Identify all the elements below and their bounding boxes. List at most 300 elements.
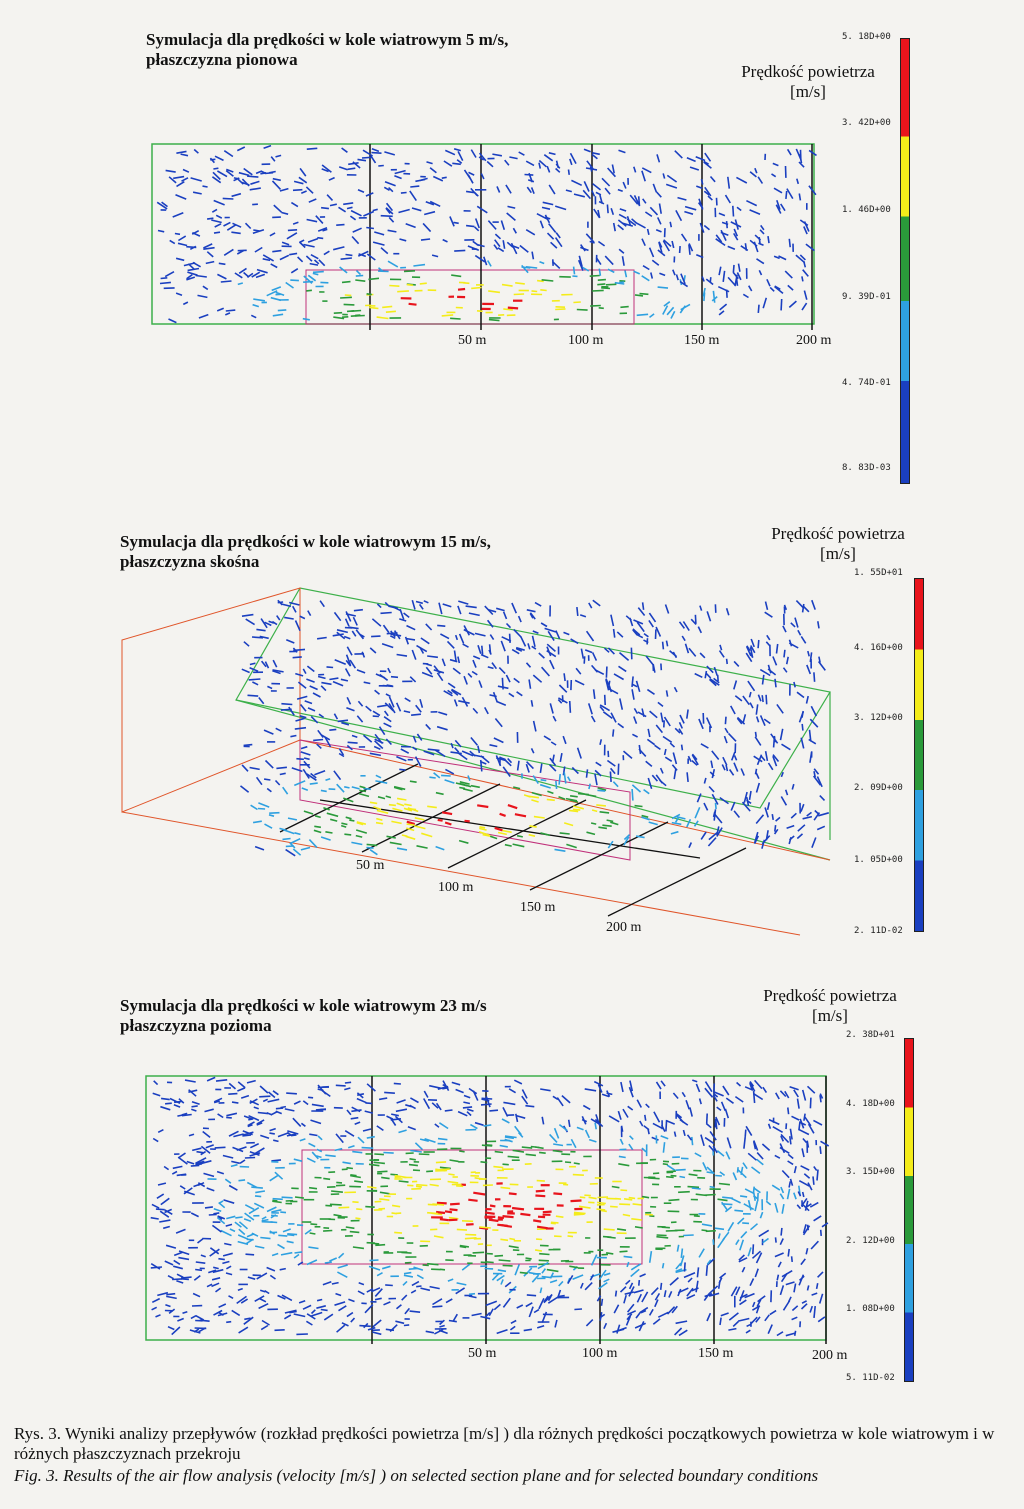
- panel-2-vector: [508, 805, 517, 808]
- panel-3-vector: [503, 1298, 510, 1307]
- panel-2-vector: [267, 789, 271, 792]
- panel-3-vector: [215, 1147, 226, 1148]
- panel-3-tick-0: 2. 38D+01: [846, 1030, 895, 1040]
- panel-3-vector: [769, 1124, 771, 1129]
- panel-2-vector: [587, 769, 588, 777]
- panel-3-vector: [192, 1148, 201, 1150]
- panel-3-vector: [217, 1172, 224, 1174]
- panel-2-vector: [620, 698, 623, 709]
- panel-3-vector: [648, 1129, 649, 1135]
- panel-1-vector: [193, 262, 201, 266]
- panel-3-vector: [524, 1329, 532, 1330]
- panel-3-vector: [303, 1101, 308, 1105]
- panel-1-vector: [182, 178, 189, 181]
- panel-2-vector: [764, 719, 770, 723]
- panel-3-vector: [161, 1198, 170, 1204]
- panel-1-vector: [800, 220, 808, 225]
- panel-2-vector: [471, 786, 480, 788]
- panel-2-vector: [386, 694, 391, 696]
- panel-3-vector: [813, 1120, 822, 1125]
- panel-1-vector: [802, 303, 807, 310]
- panel-1-vector: [289, 253, 297, 254]
- panel-3-vector: [312, 1310, 316, 1314]
- panel-2-vector: [539, 653, 545, 658]
- panel-1-vector: [239, 173, 249, 176]
- panel-2-vector: [695, 807, 700, 818]
- panel-2-vector: [293, 657, 302, 658]
- panel-1-vector: [556, 233, 560, 238]
- panel-2-vector: [580, 615, 586, 617]
- panel-1-vector: [203, 244, 212, 248]
- panel-1-vector: [648, 229, 649, 235]
- panel-3-vector: [520, 1214, 530, 1215]
- panel-2-vector: [610, 822, 618, 824]
- panel-2-vector: [632, 689, 634, 699]
- panel-2-vector: [386, 796, 391, 798]
- panel-3-vector: [336, 1294, 342, 1296]
- panel-3-vector: [770, 1311, 776, 1315]
- panel-3-vector: [181, 1279, 189, 1280]
- panel-1-vector: [606, 284, 617, 285]
- panel-3-vector: [738, 1319, 749, 1322]
- panel-2-vector: [769, 763, 773, 770]
- panel-2-vector: [374, 747, 380, 750]
- panel-2-vector: [242, 615, 253, 617]
- panel-2-vector: [577, 607, 578, 616]
- panel-2-vector: [357, 716, 362, 722]
- panel-1-vector: [540, 290, 546, 291]
- panel-3-vector: [737, 1083, 741, 1087]
- panel-1-vector: [789, 301, 796, 307]
- panel-1-vector: [526, 161, 534, 165]
- panel-2-vector: [258, 803, 269, 807]
- panel-3-vector: [191, 1213, 198, 1217]
- panel-2-vector: [397, 703, 401, 712]
- panel-1-vector: [477, 311, 483, 312]
- panel-3-vector: [799, 1130, 809, 1135]
- panel-3-vector: [221, 1231, 232, 1236]
- panel-3-vector: [818, 1317, 825, 1322]
- panel-3-vector: [503, 1164, 509, 1165]
- panel-3-vector: [706, 1124, 711, 1128]
- panel-2-vector: [348, 742, 358, 743]
- panel-3-vector: [482, 1098, 493, 1099]
- panel-2-vector: [720, 798, 729, 804]
- panel-2-vector: [663, 642, 664, 650]
- panel-3-vector: [811, 1241, 818, 1249]
- panel-2-vector: [443, 604, 452, 607]
- panel-3-vector: [452, 1082, 460, 1084]
- panel-1-vector: [356, 276, 363, 277]
- panel-1-vector: [755, 168, 757, 173]
- panel-3-vector: [303, 1305, 311, 1309]
- panel-1-vector: [590, 306, 601, 307]
- panel-2-vector: [817, 826, 825, 829]
- panel-3-vector: [245, 1205, 254, 1210]
- panel-3-vector: [177, 1319, 183, 1322]
- panel-3-vector: [260, 1086, 268, 1093]
- panel-1-tick-0: 5. 18D+00: [842, 32, 891, 42]
- panel-3-vector: [392, 1205, 400, 1206]
- panel-1-vector: [363, 150, 373, 156]
- panel-2-vector: [301, 747, 307, 749]
- panel-3-vector: [604, 1229, 615, 1230]
- panel-2-vector: [329, 729, 336, 730]
- panel-3-vector: [675, 1132, 676, 1137]
- panel-2-vector: [295, 674, 303, 676]
- panel-3-vector: [273, 1199, 283, 1200]
- panel-1-vector: [651, 273, 653, 279]
- panel-2-vector: [600, 739, 601, 745]
- panel-2-vector: [296, 621, 301, 631]
- panel-1-vector: [309, 199, 317, 202]
- panel-2-vector: [302, 788, 308, 790]
- panel-1-tick-1: 3. 42D+00: [842, 118, 891, 128]
- panel-3-vector: [293, 1118, 301, 1126]
- panel-1-vector: [663, 306, 668, 315]
- panel-3-vector: [580, 1197, 586, 1198]
- panel-2-vector: [303, 769, 309, 778]
- panel-2-legend-title-line1: Prędkość powietrza: [771, 524, 905, 543]
- panel-3-vector: [559, 1125, 567, 1131]
- panel-1-vector: [625, 271, 626, 278]
- panel-1-vector: [216, 215, 222, 218]
- panel-3-vector: [174, 1105, 180, 1107]
- panel-3-vector: [495, 1256, 504, 1257]
- panel-3-vector: [214, 1209, 221, 1212]
- panel-3-vector: [653, 1173, 659, 1174]
- panel-3-vector: [677, 1245, 678, 1252]
- panel-1-vector: [410, 186, 419, 187]
- panel-2-vector: [734, 811, 739, 818]
- panel-1-vector: [347, 311, 354, 312]
- panel-3-vector: [734, 1210, 743, 1211]
- panel-3-vector: [502, 1119, 509, 1123]
- panel-3-vector: [684, 1273, 695, 1278]
- panel-3-vector: [736, 1240, 739, 1245]
- panel-1-vector: [194, 150, 198, 154]
- panel-3-dist-50: 50 m: [468, 1346, 497, 1361]
- panel-2-vector: [775, 825, 776, 832]
- panel-3-vector: [237, 1147, 247, 1150]
- panel-2-vector: [472, 672, 477, 675]
- panel-3-vector: [581, 1283, 583, 1288]
- panel-2-vector: [682, 636, 685, 641]
- panel-3-vector: [286, 1093, 297, 1094]
- panel-2-vector: [344, 834, 351, 835]
- panel-2-vector: [276, 767, 287, 768]
- figure-caption-polish: Rys. 3. Wyniki analizy przepływów (rozkład prędkości powietrza [m/s] ) dla różnych prędkości początkowych powietrza w kole wiatrowym i w różnych płaszczyznach przekroju: [14, 1424, 995, 1463]
- panel-3-vector: [469, 1294, 475, 1295]
- panel-2-vector: [366, 706, 372, 711]
- panel-1-vector: [333, 247, 344, 250]
- panel-3-vector: [233, 1134, 243, 1137]
- panel-2-vector: [415, 818, 425, 820]
- panel-2-vector: [471, 738, 478, 746]
- panel-3-vector: [642, 1197, 649, 1198]
- panel-2-vector: [356, 630, 363, 639]
- panel-1-vector: [217, 274, 226, 279]
- panel-2-vector: [496, 608, 504, 610]
- panel-2-vector: [797, 834, 802, 839]
- panel-3-vector: [788, 1154, 793, 1158]
- panel-2-vector: [437, 727, 448, 730]
- panel-2-vector: [687, 819, 691, 827]
- panel-3-vector: [628, 1106, 633, 1110]
- panel-2-vector: [556, 781, 557, 789]
- panel-1-vector: [612, 165, 614, 174]
- panel-2-vector: [667, 641, 668, 647]
- panel-3-vector: [351, 1318, 355, 1322]
- panel-3-vector: [271, 1210, 281, 1212]
- panel-3-vector: [722, 1102, 726, 1111]
- panel-2-vector: [766, 751, 768, 761]
- panel-2-vector: [551, 742, 556, 745]
- panel-3-vector: [262, 1321, 270, 1326]
- panel-1-vector: [187, 272, 197, 275]
- panel-2-vector: [812, 600, 815, 609]
- panel-1-vector: [650, 207, 657, 215]
- panel-2-vector: [701, 832, 706, 839]
- panel-2-vector: [335, 612, 341, 620]
- panel-3-vector: [758, 1296, 766, 1302]
- figure-caption-english: Fig. 3. Results of the air flow analysis (velocity [m/s] ) on selected section plane and for selected boundary conditions: [14, 1466, 819, 1485]
- panel-1-vector: [788, 149, 792, 155]
- panel-2-vector: [244, 642, 249, 647]
- panel-3-vector: [269, 1133, 274, 1134]
- panel-3-vector: [620, 1251, 628, 1252]
- panel-3-vector: [744, 1204, 754, 1210]
- panel-1-vector: [372, 149, 379, 152]
- panel-3-vector: [589, 1140, 596, 1142]
- panel-3-dist-150: 150 m: [698, 1346, 734, 1361]
- panel-1-vector: [308, 239, 318, 243]
- panel-3-vector: [462, 1221, 473, 1222]
- panel-3-vector: [757, 1153, 763, 1160]
- panel-3-vector: [788, 1108, 789, 1115]
- panel-3-vector: [640, 1274, 646, 1277]
- panel-3-vector: [618, 1111, 621, 1120]
- panel-3-vector: [776, 1237, 777, 1242]
- panel-1-vector: [767, 279, 770, 286]
- panel-1-vector: [658, 287, 668, 288]
- panel-3-vector: [514, 1080, 522, 1084]
- panel-1-vector: [733, 206, 734, 217]
- panel-1-vector: [598, 242, 604, 246]
- panel-3-vector: [679, 1330, 687, 1335]
- panel-3-vector: [469, 1089, 477, 1094]
- panel-2-vector: [427, 656, 438, 657]
- panel-2-vector: [809, 740, 816, 744]
- panel-2-vector: [772, 814, 773, 820]
- panel-2-vector: [527, 663, 531, 668]
- panel-3-vector: [244, 1318, 250, 1319]
- panel-3-vector: [652, 1137, 659, 1140]
- panel-2-vector: [367, 844, 378, 845]
- panel-3-vector: [191, 1316, 196, 1319]
- panel-2-vector: [421, 638, 429, 644]
- panel-2-vector: [344, 637, 350, 639]
- panel-1-vector: [191, 178, 202, 181]
- panel-2-vector: [593, 600, 600, 606]
- panel-3-vector: [671, 1176, 677, 1177]
- panel-2-vector: [517, 692, 523, 696]
- panel-3-vector: [609, 1116, 619, 1122]
- panel-3-vector: [586, 1130, 590, 1138]
- panel-3-vector: [688, 1187, 700, 1188]
- panel-3-vector: [820, 1146, 821, 1154]
- panel-3-vector: [780, 1194, 783, 1199]
- panel-3-vector: [347, 1313, 353, 1317]
- panel-3-vector: [658, 1312, 668, 1317]
- panel-2-frame-mid: [300, 740, 830, 860]
- panel-3-vector: [817, 1170, 818, 1181]
- panel-1-vector: [718, 287, 729, 292]
- panel-2-plot: [122, 588, 830, 935]
- panel-1-vector: [290, 280, 299, 281]
- panel-3-vector: [539, 1254, 549, 1255]
- panel-2-vector: [757, 717, 759, 723]
- panel-2-vector: [293, 849, 300, 855]
- panel-1-vector: [386, 311, 396, 312]
- panel-1-vector: [306, 187, 313, 193]
- panel-2-vector: [246, 619, 255, 625]
- panel-1-vector: [217, 308, 224, 311]
- panel-3-vector: [489, 1110, 498, 1111]
- panel-3-vector: [271, 1160, 281, 1161]
- panel-3-vector: [757, 1159, 764, 1165]
- panel-3-vector: [323, 1282, 331, 1285]
- panel-3-vector: [503, 1216, 514, 1217]
- panel-2-vector: [399, 619, 406, 621]
- panel-3-vector: [517, 1305, 523, 1308]
- panel-3-vector: [467, 1112, 471, 1116]
- panel-3-vector: [375, 1298, 382, 1299]
- panel-3-vector: [450, 1209, 458, 1210]
- panel-1-vector: [307, 220, 318, 222]
- panel-3-vector: [244, 1219, 251, 1221]
- panel-3-vector: [424, 1091, 428, 1098]
- panel-1-vector: [273, 181, 281, 190]
- panel-1-vector: [653, 184, 656, 192]
- panel-1-dist-150: 150 m: [684, 333, 720, 348]
- panel-1-vector: [293, 222, 298, 224]
- panel-3-vector: [821, 1141, 829, 1146]
- panel-3-vector: [219, 1201, 223, 1204]
- panel-2-vector: [276, 728, 282, 731]
- panel-1-vector: [427, 162, 433, 164]
- panel-3-vector: [509, 1239, 515, 1240]
- panel-3-vector: [213, 1267, 219, 1268]
- panel-3-vector: [479, 1227, 491, 1228]
- panel-2-vector: [333, 634, 344, 636]
- panel-1-vector: [599, 269, 600, 276]
- panel-3-vector: [688, 1278, 692, 1282]
- panel-2-vector: [502, 831, 512, 833]
- panel-3-vector: [723, 1086, 729, 1095]
- panel-3-vector: [568, 1236, 574, 1237]
- panel-1-vector: [599, 308, 604, 309]
- panel-1-vector: [224, 249, 233, 255]
- panel-3-vector: [404, 1273, 411, 1274]
- panel-1-vector: [787, 189, 793, 199]
- panel-1-vector: [454, 222, 459, 223]
- panel-2-vector: [518, 761, 519, 771]
- panel-2-vector: [376, 819, 382, 821]
- panel-1-vector: [452, 163, 461, 164]
- panel-3-vector: [222, 1262, 229, 1264]
- panel-2-section-line-200: [530, 822, 668, 890]
- panel-1-vector: [235, 273, 242, 278]
- panel-2-vector: [529, 835, 535, 837]
- panel-3-vector: [539, 1298, 544, 1309]
- panel-2-vector: [795, 618, 798, 628]
- panel-3-vector: [185, 1080, 196, 1082]
- panel-3-vector: [661, 1081, 665, 1086]
- panel-1-vector: [458, 151, 463, 160]
- panel-3-vector: [448, 1182, 459, 1183]
- panel-3-vector: [667, 1121, 675, 1124]
- panel-2-vector: [352, 631, 356, 636]
- panel-2-vector: [647, 690, 654, 695]
- panel-3-vector: [445, 1211, 452, 1212]
- panel-2-vector: [784, 650, 785, 658]
- panel-1-vector: [515, 283, 525, 284]
- panel-3-vector: [207, 1284, 212, 1287]
- panel-3-vector: [411, 1290, 416, 1293]
- panel-2-vector: [534, 817, 545, 818]
- panel-2-vector: [327, 813, 338, 816]
- panel-3-vector: [394, 1232, 402, 1233]
- panel-2-vector: [314, 826, 321, 827]
- panel-2-vector: [682, 745, 683, 751]
- panel-3-vector: [550, 1134, 557, 1142]
- panel-3-vector: [669, 1200, 680, 1201]
- panel-3-vector: [705, 1138, 714, 1144]
- panel-2-vector: [743, 714, 745, 723]
- panel-3-vector: [225, 1179, 231, 1183]
- panel-2-vector: [705, 671, 706, 678]
- panel-3-vector: [790, 1087, 799, 1090]
- panel-3-vector: [555, 1320, 557, 1328]
- panel-3-vector: [776, 1093, 780, 1099]
- panel-1-vector: [306, 256, 312, 261]
- panel-1-vector: [506, 185, 511, 193]
- panel-3-vector: [206, 1145, 214, 1148]
- panel-3-vector: [744, 1137, 745, 1149]
- panel-3-vector: [512, 1208, 524, 1209]
- panel-3-vector: [456, 1288, 465, 1294]
- panel-3-vector: [363, 1129, 371, 1131]
- panel-3-vector: [624, 1256, 633, 1257]
- panel-1-vector: [339, 167, 347, 170]
- panel-3-vector: [812, 1293, 818, 1295]
- panel-3-vector: [318, 1136, 322, 1140]
- panel-3-vector: [465, 1238, 477, 1239]
- panel-2-vector: [248, 695, 259, 696]
- panel-3-velocity-vectors: [151, 1077, 829, 1335]
- panel-2-vector: [509, 693, 514, 696]
- panel-3-legend-title-line2: [m/s]: [812, 1006, 848, 1025]
- panel-3-vector: [248, 1277, 255, 1279]
- panel-3-vector: [682, 1092, 685, 1097]
- panel-1-vector: [475, 256, 485, 262]
- panel-1-vector: [690, 167, 699, 170]
- panel-3-vector: [651, 1288, 658, 1295]
- panel-3-vector: [450, 1160, 459, 1161]
- panel-1-vector: [743, 294, 748, 297]
- panel-2-vector: [266, 761, 274, 769]
